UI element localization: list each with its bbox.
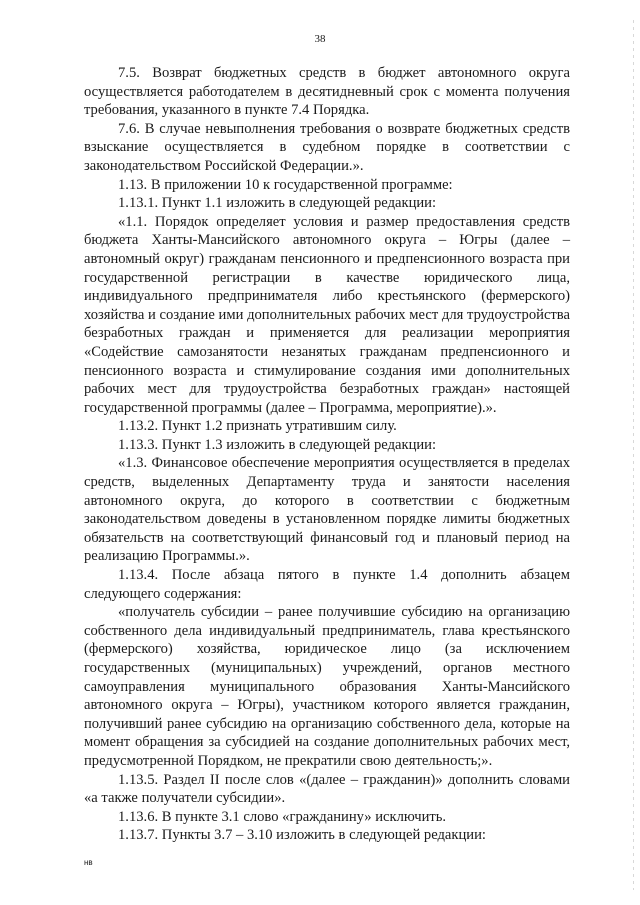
page-number: 38 — [314, 33, 326, 45]
paragraph-quote-recipient: «получатель субсидии – ранее получившие субсидию на организацию собственного дела индивидуальный предприниматель, глава крестьянского (фермерского) хозяйства, юридическое лицо (за исключением государственных (муниципальных) учреждений, органов местного самоуправления муниципального образования Ханты-Мансийского автономного округа – Югры), участником которого является гражданин, получивший ранее субсидию на организацию собственного дела, которые на момент обращения за субсидией на создание дополнительных рабочих мест, предусмотренной Порядком, не прекратили свою деятельность;». — [84, 604, 570, 769]
paragraph-1-13: 1.13. В приложении 10 к государственной программе: — [118, 176, 453, 193]
paragraph-1-13-1: 1.13.1. Пункт 1.1 изложить в следующей редакции: — [118, 195, 437, 212]
paragraph-1-13-5: 1.13.5. Раздел II после слов «(далее – гражданин)» дополнить словами «а также получатели субсидии». — [84, 771, 570, 807]
footer-initials: нв — [84, 858, 93, 867]
paragraph-7-6: 7.6. В случае невыполнения требования о возврате бюджетных средств взыскание осуществляется в судебном порядке в соответствии с законодательством Российской Федерации.». — [84, 120, 570, 174]
paragraph-1-13-2: 1.13.2. Пункт 1.2 признать утратившим силу. — [118, 418, 397, 435]
document-body — [84, 64, 570, 845]
paragraph-1-13-7: 1.13.7. Пункты 3.7 – 3.10 изложить в следующей редакции: — [118, 827, 486, 844]
paragraph-1-13-3: 1.13.3. Пункт 1.3 изложить в следующей редакции: — [118, 436, 437, 453]
paragraph-7-5: 7.5. Возврат бюджетных средств в бюджет автономного округа осуществляется работодателем в десятидневный срок с момента получения требования, указанного в пункте 7.4 Порядка. — [84, 65, 570, 119]
paragraph-quote-1-3: «1.3. Финансовое обеспечение мероприятия осуществляется в пределах средств, выделенных Департаменту труда и занятости населения автономного округа, до которого в соответствии с бюджетным законодательством доведены в установленном порядке лимиты бюджетных обязательств на соответствующий финансовый год и плановый период на реализацию Программы.». — [84, 455, 570, 565]
scan-edge-line — [633, 20, 634, 890]
paragraph-1-13-6: 1.13.6. В пункте 3.1 слово «гражданину» исключить. — [118, 808, 447, 825]
paragraph-quote-1-1: «1.1. Порядок определяет условия и размер предоставления средств бюджета Ханты-Мансийского автономного округа – Югры (далее – автономный округ) гражданам пенсионного и предпенсионного возраста при государственной регистрации в качестве юридического лица, индивидуального предпринимателя либо крестьянского (фермерского) хозяйства и создание ими дополнительных рабочих мест для трудоустройства безработных граждан и применяется для реализации мероприятия «Содействие самозанятости незанятых гражданам предпенсионного и пенсионного возраста и стимулирование создания ими дополнительных рабочих мест для трудоустройства безработных граждан» настоящей государственной программы (далее – Программа, мероприятие).». — [84, 213, 570, 416]
paragraph-1-13-4: 1.13.4. После абзаца пятого в пункте 1.4 дополнить абзацем следующего содержания: — [84, 567, 570, 602]
